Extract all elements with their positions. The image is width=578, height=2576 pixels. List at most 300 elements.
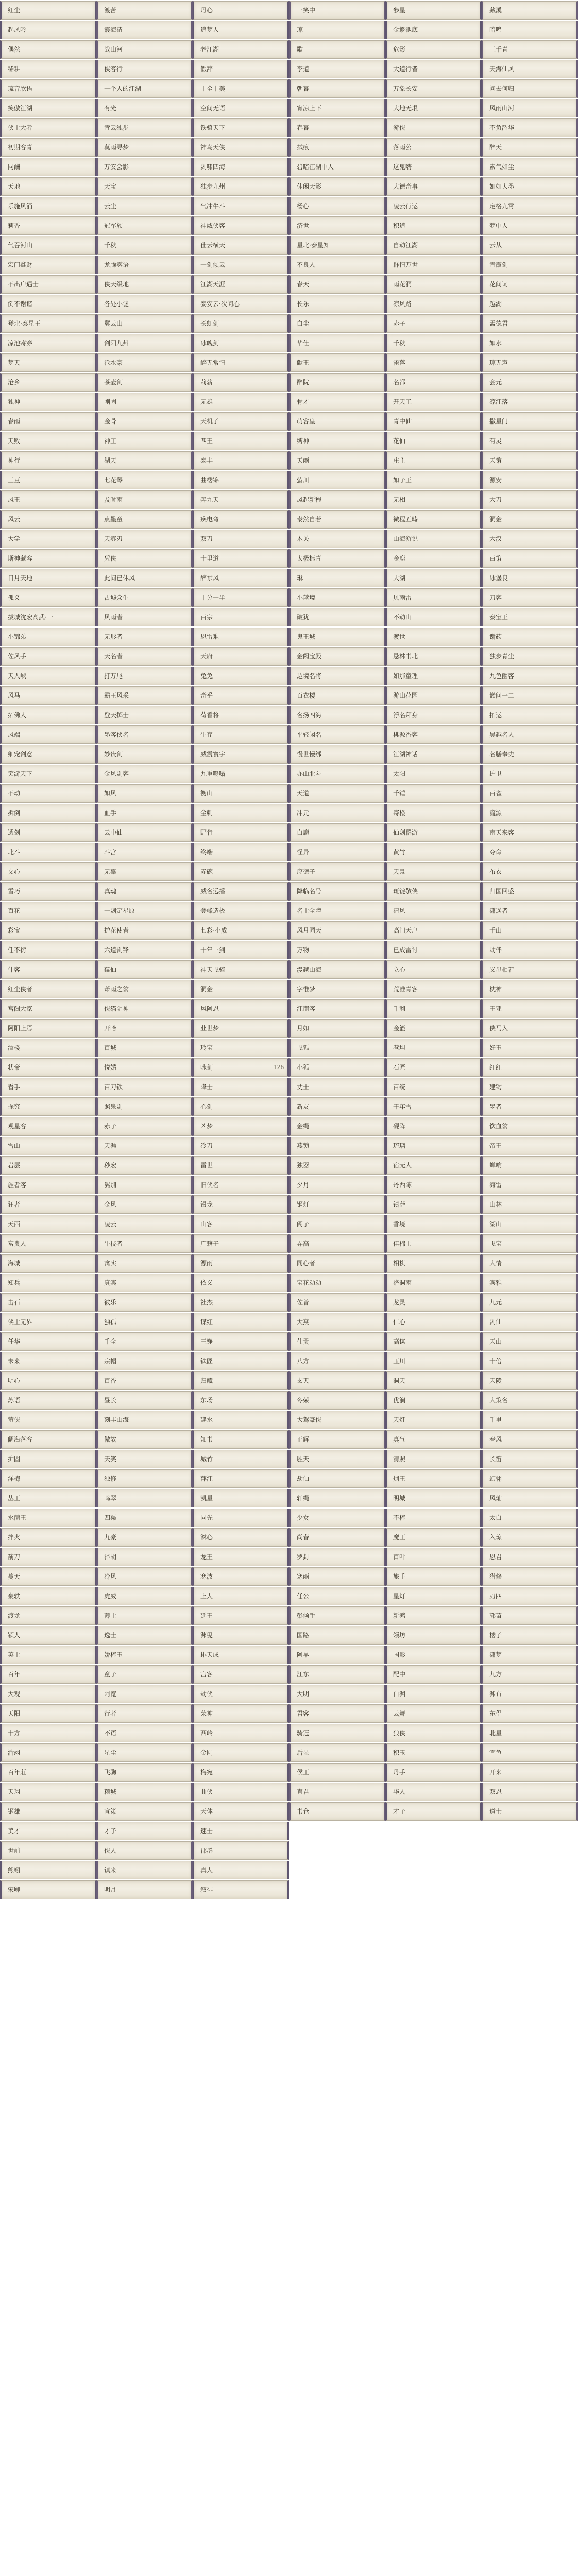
name-cell[interactable] (289, 1430, 385, 1449)
name-cell[interactable] (289, 941, 385, 959)
name-cell[interactable] (0, 941, 96, 959)
name-cell[interactable] (385, 1234, 482, 1253)
name-cell[interactable] (482, 412, 578, 431)
name-cell[interactable] (482, 765, 578, 783)
name-cell[interactable] (385, 1685, 482, 1703)
name-cell[interactable] (482, 706, 578, 724)
name-cell[interactable] (96, 804, 193, 822)
name-cell[interactable] (96, 1626, 193, 1645)
name-cell[interactable] (193, 1254, 289, 1273)
name-cell[interactable] (193, 412, 289, 431)
name-cell[interactable] (0, 1489, 96, 1507)
name-cell[interactable] (385, 1489, 482, 1507)
name-cell[interactable] (289, 960, 385, 979)
name-cell[interactable] (385, 393, 482, 411)
name-cell[interactable] (0, 823, 96, 842)
name-cell[interactable] (289, 1587, 385, 1605)
name-cell[interactable] (96, 1802, 193, 1821)
name-cell[interactable] (96, 921, 193, 940)
name-cell[interactable] (0, 1665, 96, 1684)
name-cell[interactable] (193, 373, 289, 392)
name-cell[interactable] (289, 1156, 385, 1175)
name-cell[interactable] (289, 667, 385, 685)
name-cell[interactable] (96, 1411, 193, 1429)
name-cell[interactable] (0, 40, 96, 59)
name-cell[interactable] (385, 804, 482, 822)
name-cell[interactable] (289, 862, 385, 881)
name-cell[interactable] (289, 510, 385, 529)
name-cell[interactable] (385, 1176, 482, 1194)
name-cell[interactable] (289, 549, 385, 568)
name-cell[interactable] (96, 784, 193, 803)
name-cell[interactable] (193, 1097, 289, 1116)
name-cell[interactable] (482, 960, 578, 979)
name-cell[interactable] (385, 667, 482, 685)
name-cell[interactable] (193, 1822, 289, 1840)
name-cell[interactable] (385, 1195, 482, 1214)
name-cell[interactable] (0, 569, 96, 587)
name-cell[interactable] (193, 1137, 289, 1155)
name-cell[interactable] (193, 1567, 289, 1586)
name-cell[interactable] (0, 158, 96, 176)
name-cell[interactable] (96, 862, 193, 881)
name-cell[interactable] (193, 1509, 289, 1527)
name-cell[interactable] (193, 1606, 289, 1625)
name-cell[interactable] (289, 921, 385, 940)
name-cell[interactable] (96, 1763, 193, 1782)
name-cell[interactable] (482, 1215, 578, 1233)
name-cell[interactable] (385, 138, 482, 157)
name-cell[interactable] (0, 1763, 96, 1782)
name-cell[interactable] (193, 138, 289, 157)
name-cell[interactable] (0, 588, 96, 607)
name-cell[interactable] (96, 1019, 193, 1038)
name-cell[interactable] (0, 1411, 96, 1429)
name-cell[interactable] (193, 1078, 289, 1096)
name-cell[interactable] (482, 1097, 578, 1116)
name-cell[interactable] (0, 1274, 96, 1292)
name-cell[interactable] (96, 1743, 193, 1762)
name-cell[interactable] (385, 1763, 482, 1782)
name-cell[interactable] (193, 197, 289, 215)
name-cell[interactable] (96, 667, 193, 685)
name-cell[interactable] (385, 1332, 482, 1351)
name-cell[interactable] (385, 1626, 482, 1645)
name-cell[interactable] (289, 256, 385, 274)
name-cell[interactable] (96, 158, 193, 176)
name-cell[interactable] (96, 843, 193, 861)
name-cell[interactable] (96, 706, 193, 724)
name-cell[interactable] (0, 275, 96, 294)
name-cell[interactable] (96, 216, 193, 235)
name-cell[interactable] (193, 1724, 289, 1742)
name-cell[interactable] (193, 1332, 289, 1351)
name-cell[interactable] (385, 921, 482, 940)
name-cell[interactable] (482, 1606, 578, 1625)
name-cell[interactable] (385, 1293, 482, 1312)
name-cell[interactable] (193, 804, 289, 822)
name-cell[interactable] (0, 628, 96, 646)
name-cell[interactable] (385, 549, 482, 568)
name-cell[interactable] (482, 471, 578, 489)
name-cell[interactable] (289, 1254, 385, 1273)
name-cell[interactable] (289, 79, 385, 98)
name-cell[interactable] (482, 236, 578, 255)
name-cell[interactable] (385, 1430, 482, 1449)
name-cell[interactable] (0, 843, 96, 861)
name-cell[interactable] (0, 256, 96, 274)
name-cell[interactable] (0, 432, 96, 450)
name-cell[interactable] (385, 1274, 482, 1292)
name-cell[interactable] (482, 1039, 578, 1057)
name-cell[interactable] (289, 99, 385, 117)
name-cell[interactable] (0, 765, 96, 783)
name-cell[interactable] (96, 1861, 193, 1879)
name-cell[interactable] (385, 412, 482, 431)
name-cell[interactable] (0, 353, 96, 372)
name-cell[interactable] (385, 1724, 482, 1742)
name-cell[interactable] (193, 1176, 289, 1194)
name-cell[interactable] (96, 1234, 193, 1253)
name-cell[interactable] (482, 1195, 578, 1214)
name-cell[interactable] (193, 843, 289, 861)
name-cell[interactable] (96, 1352, 193, 1370)
name-cell[interactable] (0, 960, 96, 979)
name-cell[interactable] (193, 1019, 289, 1038)
name-cell[interactable] (482, 1587, 578, 1605)
name-cell[interactable] (385, 686, 482, 705)
name-cell[interactable] (96, 1665, 193, 1684)
name-cell[interactable] (482, 314, 578, 333)
name-cell[interactable] (96, 608, 193, 626)
name-cell[interactable] (289, 1685, 385, 1703)
name-cell[interactable] (482, 882, 578, 901)
name-cell[interactable] (289, 843, 385, 861)
name-cell[interactable] (482, 216, 578, 235)
name-cell[interactable] (0, 1430, 96, 1449)
name-cell[interactable] (96, 725, 193, 744)
name-cell[interactable] (385, 588, 482, 607)
name-cell[interactable] (0, 1685, 96, 1703)
name-cell[interactable] (96, 177, 193, 196)
name-cell[interactable] (482, 608, 578, 626)
name-cell[interactable] (0, 393, 96, 411)
name-cell[interactable] (193, 1156, 289, 1175)
name-cell[interactable] (0, 706, 96, 724)
name-cell[interactable] (193, 647, 289, 666)
name-cell[interactable] (0, 862, 96, 881)
name-cell[interactable] (193, 490, 289, 509)
name-cell[interactable] (482, 1704, 578, 1723)
name-cell[interactable] (482, 999, 578, 1018)
name-cell[interactable] (289, 628, 385, 646)
name-cell[interactable] (193, 569, 289, 587)
name-cell[interactable] (0, 60, 96, 78)
name-cell[interactable] (482, 353, 578, 372)
name-cell[interactable] (289, 882, 385, 901)
name-cell[interactable] (289, 1332, 385, 1351)
name-cell[interactable] (96, 1841, 193, 1860)
name-cell[interactable] (96, 1430, 193, 1449)
name-cell[interactable] (289, 353, 385, 372)
name-cell[interactable] (0, 1528, 96, 1547)
name-cell[interactable] (0, 1450, 96, 1468)
name-cell[interactable] (0, 412, 96, 431)
name-cell[interactable] (289, 21, 385, 39)
name-cell[interactable] (193, 99, 289, 117)
name-cell[interactable] (96, 1371, 193, 1390)
name-cell[interactable] (385, 1450, 482, 1468)
name-cell[interactable] (289, 236, 385, 255)
name-cell[interactable] (193, 1489, 289, 1507)
name-cell[interactable] (193, 921, 289, 940)
name-cell[interactable] (0, 725, 96, 744)
name-cell[interactable] (482, 1763, 578, 1782)
name-cell[interactable] (385, 999, 482, 1018)
name-cell[interactable] (289, 1215, 385, 1233)
name-cell[interactable] (385, 569, 482, 587)
name-cell[interactable] (482, 1548, 578, 1566)
name-cell[interactable] (96, 960, 193, 979)
name-cell[interactable] (96, 490, 193, 509)
name-cell[interactable] (96, 373, 193, 392)
name-cell[interactable] (482, 1117, 578, 1136)
name-cell[interactable] (289, 1176, 385, 1194)
name-cell[interactable] (96, 647, 193, 666)
name-cell[interactable] (289, 706, 385, 724)
name-cell[interactable] (193, 999, 289, 1018)
name-cell[interactable] (289, 1763, 385, 1782)
name-cell[interactable] (96, 393, 193, 411)
name-cell[interactable] (0, 1469, 96, 1488)
name-cell[interactable] (0, 1567, 96, 1586)
name-cell[interactable] (289, 647, 385, 666)
name-cell[interactable] (193, 1880, 289, 1899)
name-cell[interactable] (193, 628, 289, 646)
name-cell[interactable] (482, 862, 578, 881)
name-cell[interactable] (289, 334, 385, 352)
name-cell[interactable] (193, 1039, 289, 1057)
name-cell[interactable] (482, 1743, 578, 1762)
name-cell[interactable] (193, 862, 289, 881)
name-cell[interactable] (193, 1802, 289, 1821)
name-cell[interactable] (385, 784, 482, 803)
name-cell[interactable] (385, 21, 482, 39)
name-cell[interactable] (482, 1058, 578, 1077)
name-cell[interactable] (96, 1254, 193, 1273)
name-cell[interactable] (482, 1783, 578, 1801)
name-cell[interactable] (289, 451, 385, 470)
name-cell[interactable] (385, 882, 482, 901)
name-cell[interactable] (193, 158, 289, 176)
name-cell[interactable] (289, 804, 385, 822)
name-cell[interactable] (96, 628, 193, 646)
name-cell[interactable] (289, 1078, 385, 1096)
name-cell[interactable] (0, 608, 96, 626)
name-cell[interactable] (385, 1, 482, 20)
name-cell[interactable] (482, 843, 578, 861)
name-cell[interactable] (0, 1704, 96, 1723)
name-cell[interactable] (96, 530, 193, 548)
name-cell[interactable] (385, 373, 482, 392)
name-cell[interactable] (482, 1685, 578, 1703)
name-cell[interactable] (193, 256, 289, 274)
name-cell[interactable] (193, 1841, 289, 1860)
name-cell[interactable] (193, 1783, 289, 1801)
name-cell[interactable] (96, 21, 193, 39)
name-cell[interactable] (385, 1137, 482, 1155)
name-cell[interactable] (0, 1117, 96, 1136)
name-cell[interactable] (482, 432, 578, 450)
name-cell[interactable] (482, 40, 578, 59)
name-cell[interactable] (0, 79, 96, 98)
name-cell[interactable] (193, 275, 289, 294)
name-cell[interactable] (385, 862, 482, 881)
name-cell[interactable] (193, 451, 289, 470)
name-cell[interactable] (193, 118, 289, 137)
name-cell[interactable] (385, 1039, 482, 1057)
name-cell[interactable] (0, 980, 96, 998)
name-cell[interactable] (289, 902, 385, 920)
name-cell[interactable] (0, 882, 96, 901)
name-cell[interactable] (482, 1626, 578, 1645)
name-cell[interactable] (385, 1704, 482, 1723)
name-cell[interactable] (482, 158, 578, 176)
name-cell[interactable] (0, 902, 96, 920)
name-cell[interactable] (193, 334, 289, 352)
name-cell[interactable] (289, 999, 385, 1018)
name-cell[interactable] (385, 765, 482, 783)
name-cell[interactable] (482, 1665, 578, 1684)
name-cell[interactable] (96, 334, 193, 352)
name-cell[interactable] (96, 882, 193, 901)
name-cell[interactable] (482, 256, 578, 274)
name-cell[interactable] (96, 1783, 193, 1801)
name-cell[interactable] (482, 686, 578, 705)
name-cell[interactable] (0, 1626, 96, 1645)
name-cell[interactable] (289, 569, 385, 587)
name-cell[interactable] (482, 804, 578, 822)
name-cell[interactable] (482, 1371, 578, 1390)
name-cell[interactable] (289, 725, 385, 744)
name-cell[interactable] (385, 980, 482, 998)
name-cell[interactable] (482, 1313, 578, 1331)
name-cell[interactable] (289, 1352, 385, 1370)
name-cell[interactable] (482, 1176, 578, 1194)
name-cell[interactable] (0, 1039, 96, 1057)
name-cell[interactable] (482, 1, 578, 20)
name-cell[interactable] (385, 1646, 482, 1664)
name-cell[interactable] (385, 40, 482, 59)
name-cell[interactable] (0, 1724, 96, 1742)
name-cell[interactable] (482, 1019, 578, 1038)
name-cell[interactable] (482, 1254, 578, 1273)
name-cell[interactable] (96, 1039, 193, 1057)
name-cell[interactable] (385, 745, 482, 764)
name-cell[interactable] (482, 569, 578, 587)
name-cell[interactable] (0, 1058, 96, 1077)
name-cell[interactable] (193, 510, 289, 529)
name-cell[interactable] (193, 1234, 289, 1253)
name-cell[interactable] (0, 177, 96, 196)
name-cell[interactable] (482, 784, 578, 803)
name-cell[interactable] (193, 236, 289, 255)
name-cell[interactable] (96, 510, 193, 529)
name-cell[interactable] (96, 197, 193, 215)
name-cell[interactable] (96, 1548, 193, 1566)
name-cell[interactable] (193, 40, 289, 59)
name-cell[interactable] (96, 1156, 193, 1175)
name-cell[interactable] (482, 138, 578, 157)
name-cell[interactable] (385, 647, 482, 666)
name-cell[interactable] (482, 1391, 578, 1410)
name-cell[interactable] (96, 138, 193, 157)
name-cell[interactable] (385, 177, 482, 196)
name-cell[interactable] (385, 530, 482, 548)
name-cell[interactable] (482, 60, 578, 78)
name-cell[interactable] (0, 667, 96, 685)
name-cell[interactable] (96, 1313, 193, 1331)
name-cell[interactable] (482, 21, 578, 39)
name-cell[interactable] (385, 314, 482, 333)
name-cell[interactable] (289, 1567, 385, 1586)
name-cell[interactable] (193, 1704, 289, 1723)
name-cell[interactable] (289, 1019, 385, 1038)
name-cell[interactable] (482, 295, 578, 313)
name-cell[interactable] (0, 1783, 96, 1801)
name-cell[interactable] (482, 490, 578, 509)
name-cell[interactable] (482, 1489, 578, 1507)
name-cell[interactable] (385, 1567, 482, 1586)
name-cell[interactable] (385, 216, 482, 235)
name-cell[interactable] (289, 1548, 385, 1566)
name-cell[interactable] (482, 334, 578, 352)
name-cell[interactable] (289, 980, 385, 998)
name-cell[interactable] (0, 1156, 96, 1175)
name-cell[interactable] (289, 275, 385, 294)
name-cell[interactable] (289, 138, 385, 157)
name-cell[interactable] (0, 373, 96, 392)
name-cell[interactable] (0, 1841, 96, 1860)
name-cell[interactable] (482, 1469, 578, 1488)
name-cell[interactable] (289, 1293, 385, 1312)
name-cell[interactable] (193, 1626, 289, 1645)
name-cell[interactable] (289, 784, 385, 803)
name-cell[interactable] (482, 980, 578, 998)
name-cell[interactable] (0, 745, 96, 764)
name-cell[interactable] (289, 295, 385, 313)
name-cell[interactable] (482, 725, 578, 744)
name-cell[interactable] (193, 1371, 289, 1390)
name-cell[interactable] (0, 138, 96, 157)
name-cell[interactable] (289, 1724, 385, 1742)
name-cell[interactable] (96, 1646, 193, 1664)
name-cell[interactable] (289, 530, 385, 548)
name-cell[interactable] (193, 1391, 289, 1410)
name-cell[interactable] (0, 1371, 96, 1390)
name-cell[interactable] (289, 823, 385, 842)
name-cell[interactable] (96, 1078, 193, 1096)
name-cell[interactable] (0, 686, 96, 705)
name-cell[interactable] (96, 1822, 193, 1840)
name-cell[interactable] (482, 647, 578, 666)
name-cell[interactable] (96, 1606, 193, 1625)
name-cell[interactable] (0, 1646, 96, 1664)
name-cell[interactable] (0, 334, 96, 352)
name-cell[interactable] (482, 275, 578, 294)
name-cell[interactable] (193, 745, 289, 764)
name-cell[interactable] (482, 1234, 578, 1253)
